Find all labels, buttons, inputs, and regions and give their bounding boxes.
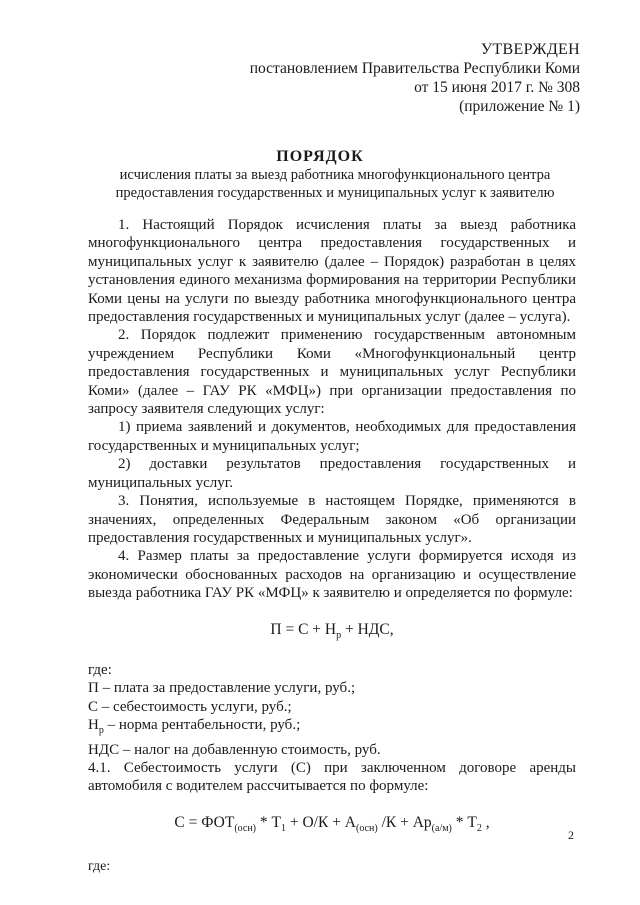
formula-cost: $С = ФОТ_{(осн)} * Т_1 + О/К + А_{(осн)}$ $/К + Ар_{(а/м)} * Т_2$ , [174,813,490,834]
approval-heading: УТВЕРЖДЕН [480,41,580,58]
document-body [88,216,576,877]
approval-date: от 15 июня 2017 г. № 308 [414,79,580,96]
formula-price: $П = С + Н_р$ + НДС, [270,620,394,641]
document-title: ПОРЯДОК [276,148,364,165]
document-subtitle: исчисления платы за выезд работника многофункционального центра предоставления государственных и муниципальных услуг к заявителю [115,167,555,201]
definition-vat: НДС – налог на добавленную стоимость, руб. [88,741,381,758]
paragraph-2: 2. Порядок подлежит применению государственным автономным учреждением Республики Коми «Многофункциональный центр предоставления государственных и муниципальных услуг Республики Коми» (далее – ГАУ РК «МФЦ») при организации предоставления по запросу заявителя следующих услуг: [88,327,576,418]
approval-appendix: (приложение № 1) [459,98,580,115]
definition-cost: С – себестоимость услуги, руб.; [88,698,292,715]
definition-price: П – плата за предоставление услуги, руб.; [88,680,356,697]
paragraph-4: 4. Размер платы за предоставление услуги формируется исходя из экономически обоснованных расходов на организацию и осуществление выезда работника ГАУ РК «МФЦ» к заявителю и определяется по формуле: [88,548,576,602]
paragraph-2-item-1: 1) приема заявлений и документов, необходимых для предоставления государственных и муниципальных услуг; [88,419,576,454]
paragraph-1: 1. Настоящий Порядок исчисления платы за выезд работника многофункционального центра предоставления государственных и муниципальных услуг к заявителю (далее – Порядок) разработан в целях установления единого механизма формирования на территории Республики Коми цены на услуги по выезду работника многофункционального центра предоставления государственных и муниципальных услуг (далее – услуга). [88,217,576,326]
definition-profitability: $Н_р$ – норма рентабельности, руб.; [88,717,301,737]
approval-decree: постановлением Правительства Республики Коми [249,60,580,77]
paragraph-3: 3. Понятия, используемые в настоящем Порядке, применяются в значениях, определенных Федеральным законом «Об организации предоставления государственных и муниципальных услуг». [88,493,576,546]
paragraph-4-1: 4.1. Себестоимость услуги (С) при заключенном договоре аренды автомобиля с водителем рассчитывается по формуле: [88,760,576,795]
paragraph-2-item-2: 2) доставки результатов предоставления государственных и муниципальных услуг. [88,456,576,491]
where-label-1: где: [88,662,112,679]
where-label-2: где: [88,859,111,875]
page-number: 2 [568,828,574,842]
approval-stamp [250,40,580,116]
